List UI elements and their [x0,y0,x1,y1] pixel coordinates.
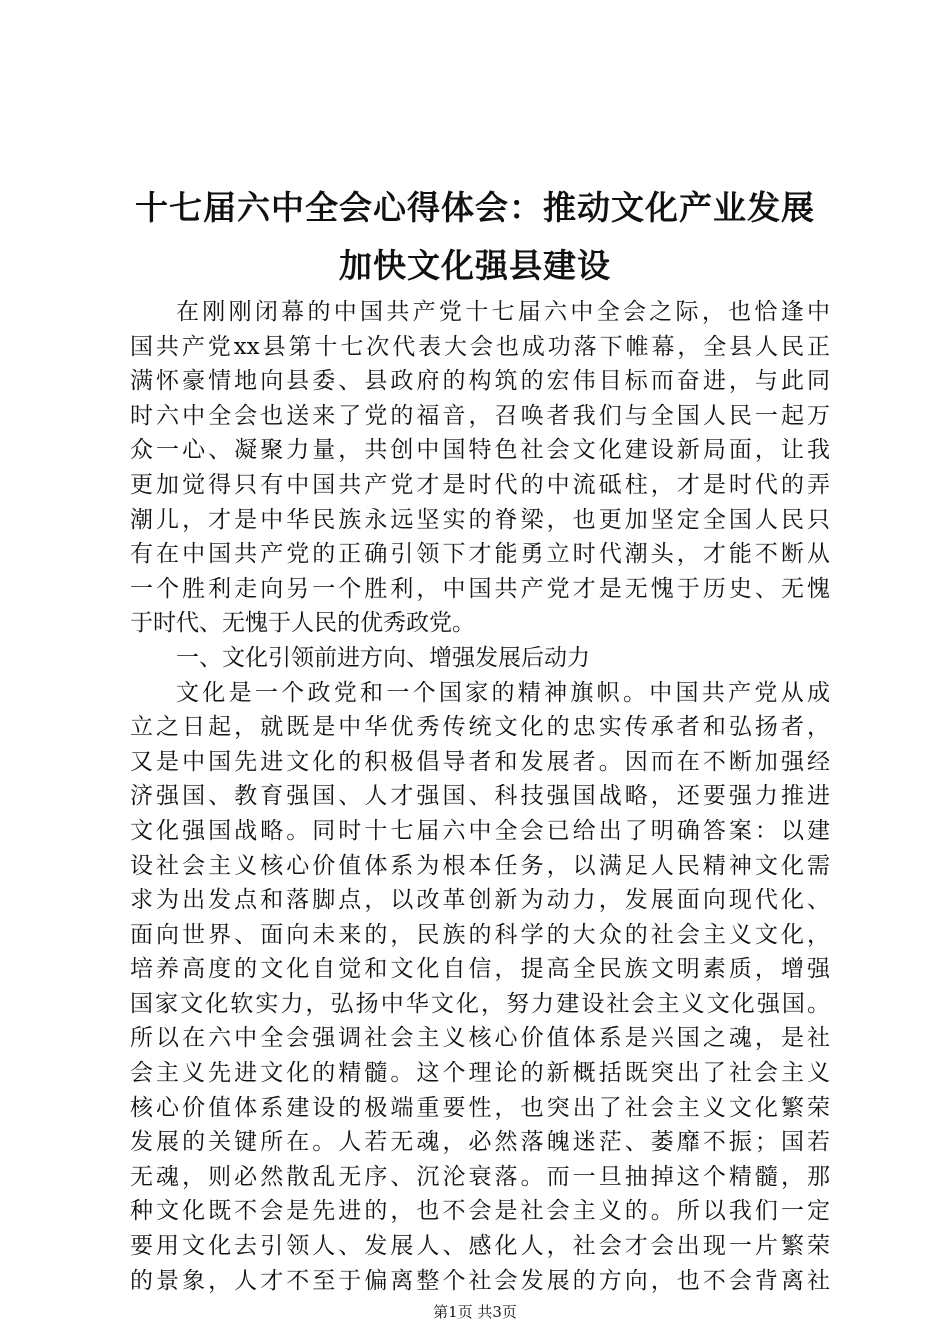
paragraph-1-line-3: 满怀豪情地向县委、县政府的构筑的宏伟目标而奋进，与此同 [130,368,830,395]
paragraph-3-line-2: 立之日起，就既是中华优秀传统文化的忠实传承者和弘扬者， [130,714,830,741]
paragraph-3-line-12: 会主义先进文化的精髓。这个理论的新概括既突出了社会主义 [130,1060,830,1087]
paragraph-1-line-2: 国共产党xx县第十七次代表大会也成功落下帷幕，全县人民正 [130,333,830,360]
paragraph-3-line-11: 所以在六中全会强调社会主义核心价值体系是兴国之魂，是社 [130,1025,830,1052]
paragraph-2-line-1: 一、文化引领前进方向、增强发展后动力 [176,644,590,671]
paragraph-1-line-10: 于时代、无愧于人民的优秀政党。 [130,610,475,637]
paragraph-1-line-9: 一个胜利走向另一个胜利，中国共产党才是无愧于历史、无愧 [130,575,830,602]
paragraph-3-line-10: 国家文化软实力，弘扬中华文化，努力建设社会主义文化强国。 [130,990,830,1017]
paragraph-1-line-1: 在刚刚闭幕的中国共产党十七届六中全会之际，也恰逢中 [176,299,830,325]
paragraph-3-line-16: 种文化既不会是先进的，也不会是社会主义的。所以我们一定 [130,1198,830,1225]
paragraph-3-line-15: 无魂，则必然散乱无序、沉沦衰落。而一旦抽掉这个精髓，那 [130,1163,830,1190]
paragraph-3-line-5: 文化强国战略。同时十七届六中全会已给出了明确答案：以建 [130,817,830,844]
document-body [130,295,830,1298]
paragraph-3-line-6: 设社会主义核心价值体系为根本任务，以满足人民精神文化需 [130,852,830,879]
page-footer: 第1页 共3页 [433,1303,517,1321]
paragraph-3-line-7: 求为出发点和落脚点，以改革创新为动力，发展面向现代化、 [130,887,830,914]
paragraph-3-line-3: 又是中国先进文化的积极倡导者和发展者。因而在不断加强经 [130,748,830,775]
paragraph-3-line-8: 面向世界、面向未来的，民族的科学的大众的社会主义文化， [130,921,830,948]
paragraph-3-line-14: 发展的关键所在。人若无魂，必然落魄迷茫、萎靡不振；国若 [130,1129,830,1156]
paragraph-3-line-13: 核心价值体系建设的极端重要性，也突出了社会主义文化繁荣 [130,1094,830,1121]
paragraph-3-line-1: 文化是一个政党和一个国家的精神旗帜。中国共产党从成 [176,679,830,706]
paragraph-1-line-6: 更加觉得只有中国共产党才是时代的中流砥柱，才是时代的弄 [130,471,830,498]
paragraph-3-line-4: 济强国、教育强国、人才强国、科技强国战略，还要强力推进 [130,783,830,810]
document-title-line-1: 十七届六中全会心得体会：推动文化产业发展 [135,188,815,227]
paragraph-3-line-18: 的景象，人才不至于偏离整个社会发展的方向，也不会背离社 [130,1267,830,1294]
paragraph-3-line-17: 要用文化去引领人、发展人、感化人，社会才会出现一片繁荣 [130,1233,830,1260]
paragraph-1-line-4: 时六中全会也送来了党的福音，召唤者我们与全国人民一起万 [130,402,830,429]
document-title-line-2: 加快文化强县建设 [339,246,611,285]
paragraph-1-line-8: 有在中国共产党的正确引领下才能勇立时代潮头，才能不断从 [130,541,830,568]
paragraph-1-line-7: 潮儿，才是中华民族永远坚实的脊梁，也更加坚定全国人民只 [130,506,830,533]
paragraph-3-line-9: 培养高度的文化自觉和文化自信，提高全民族文明素质，增强 [130,956,830,983]
paragraph-1-line-5: 众一心、凝聚力量，共创中国特色社会文化建设新局面，让我 [130,437,830,464]
